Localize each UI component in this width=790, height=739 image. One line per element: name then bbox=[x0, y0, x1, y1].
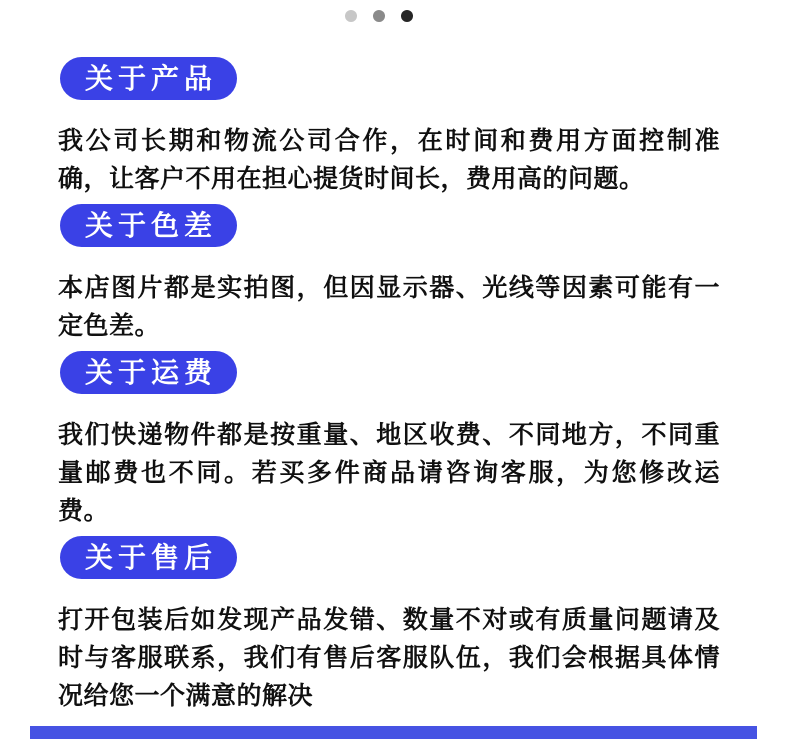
paragraph-about-after-sales: 打开包装后如发现产品发错、数量不对或有质量问题请及时与客服联系，我们有售后客服队伍，我们会根据具体情况给您一个满意的解决 bbox=[58, 606, 720, 710]
carousel-dot-1[interactable] bbox=[345, 10, 357, 22]
heading-pill-about-color-difference: 关于色差 bbox=[60, 204, 237, 247]
carousel-dot-3-active[interactable] bbox=[401, 10, 413, 22]
section-about-color-difference bbox=[58, 204, 720, 345]
paragraph-about-shipping-fee: 我们快递物件都是按重量、地区收费、不同地方，不同重量邮费也不同。若买多件商品请咨询客服，为您修改运费。 bbox=[58, 421, 720, 525]
paragraph-about-product: 我公司长期和物流公司合作，在时间和费用方面控制准确，让客户不用在担心提货时间长，费用高的问题。 bbox=[58, 127, 720, 193]
heading-pill-about-after-sales: 关于售后 bbox=[60, 536, 237, 579]
paragraph-about-color-difference: 本店图片都是实拍图，但因显示器、光线等因素可能有一定色差。 bbox=[58, 274, 720, 340]
section-about-after-sales bbox=[58, 536, 720, 715]
description-content bbox=[58, 57, 720, 721]
carousel-dot-2[interactable] bbox=[373, 10, 385, 22]
section-about-shipping-fee bbox=[58, 351, 720, 530]
section-about-product bbox=[58, 57, 720, 198]
next-section-blue-band bbox=[30, 726, 757, 739]
heading-pill-about-product: 关于产品 bbox=[60, 57, 237, 100]
heading-pill-about-shipping-fee: 关于运费 bbox=[60, 351, 237, 394]
carousel-indicator bbox=[345, 10, 413, 22]
